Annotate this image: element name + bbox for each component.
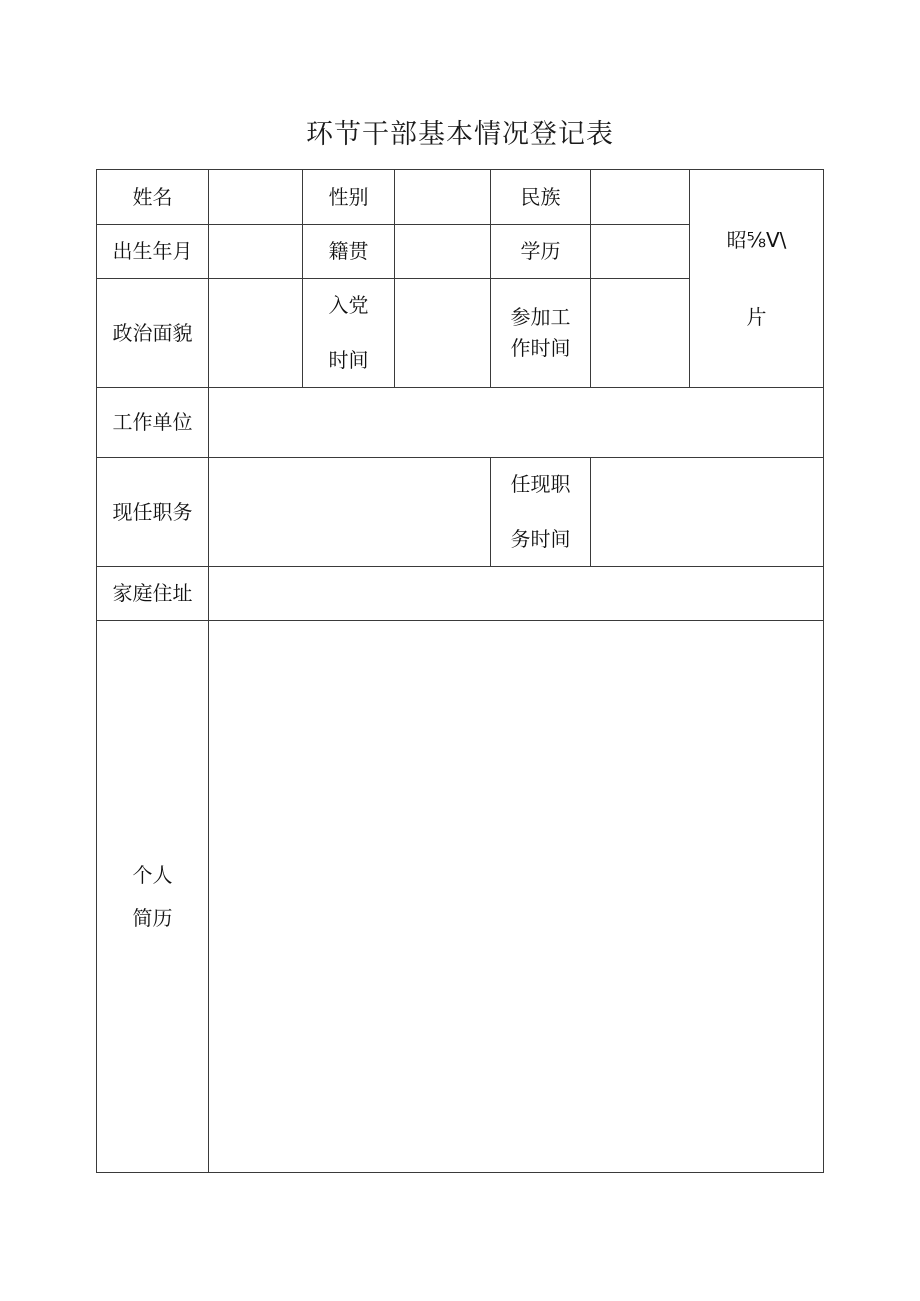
position-time-field[interactable]	[591, 458, 824, 567]
party-join-time-label	[303, 279, 395, 388]
name-label: 姓名	[97, 170, 209, 225]
resume-field[interactable]	[209, 621, 824, 1173]
ethnicity-field[interactable]	[591, 170, 690, 225]
registration-form-table	[96, 169, 824, 1173]
education-label: 学历	[491, 225, 591, 279]
ethnicity-label: 民族	[491, 170, 591, 225]
party-join-label-line2: 时间	[328, 348, 369, 372]
native-place-label: 籍贯	[303, 225, 395, 279]
work-start-label-line2: 作时间	[510, 336, 571, 360]
resume-label	[97, 621, 209, 1173]
political-status-field[interactable]	[209, 279, 303, 388]
native-place-field[interactable]	[395, 225, 491, 279]
position-time-label	[491, 458, 591, 567]
work-unit-label: 工作单位	[97, 388, 209, 458]
party-join-label-line1: 入党	[328, 293, 369, 317]
home-address-label: 家庭住址	[97, 567, 209, 621]
photo-label-line1: 昭⅝V\	[726, 227, 787, 252]
work-start-label-line1: 参加工	[510, 305, 571, 329]
political-status-label: 政治面貌	[97, 279, 209, 388]
row-position	[97, 458, 824, 567]
current-position-label: 现任职务	[97, 458, 209, 567]
current-position-field[interactable]	[209, 458, 491, 567]
resume-label-line2: 简历	[132, 905, 173, 930]
education-field[interactable]	[591, 225, 690, 279]
row-basic-1	[97, 170, 824, 225]
row-home-address	[97, 567, 824, 621]
photo-cell[interactable]	[690, 170, 824, 388]
gender-field[interactable]	[395, 170, 491, 225]
work-start-time-label	[491, 279, 591, 388]
birth-date-field[interactable]	[209, 225, 303, 279]
position-time-label-line1: 任现职	[510, 472, 571, 496]
work-start-time-field[interactable]	[591, 279, 690, 388]
work-unit-field[interactable]	[209, 388, 824, 458]
row-work-unit	[97, 388, 824, 458]
position-time-label-line2: 务时间	[510, 527, 571, 551]
gender-label: 性别	[303, 170, 395, 225]
resume-label-line1: 个人	[132, 862, 173, 887]
party-join-time-field[interactable]	[395, 279, 491, 388]
name-field[interactable]	[209, 170, 303, 225]
birth-date-label: 出生年月	[97, 225, 209, 279]
photo-label-line2: 片	[746, 304, 767, 329]
row-resume	[97, 621, 824, 1173]
home-address-field[interactable]	[209, 567, 824, 621]
page-title: 环节干部基本情况登记表	[306, 119, 614, 150]
